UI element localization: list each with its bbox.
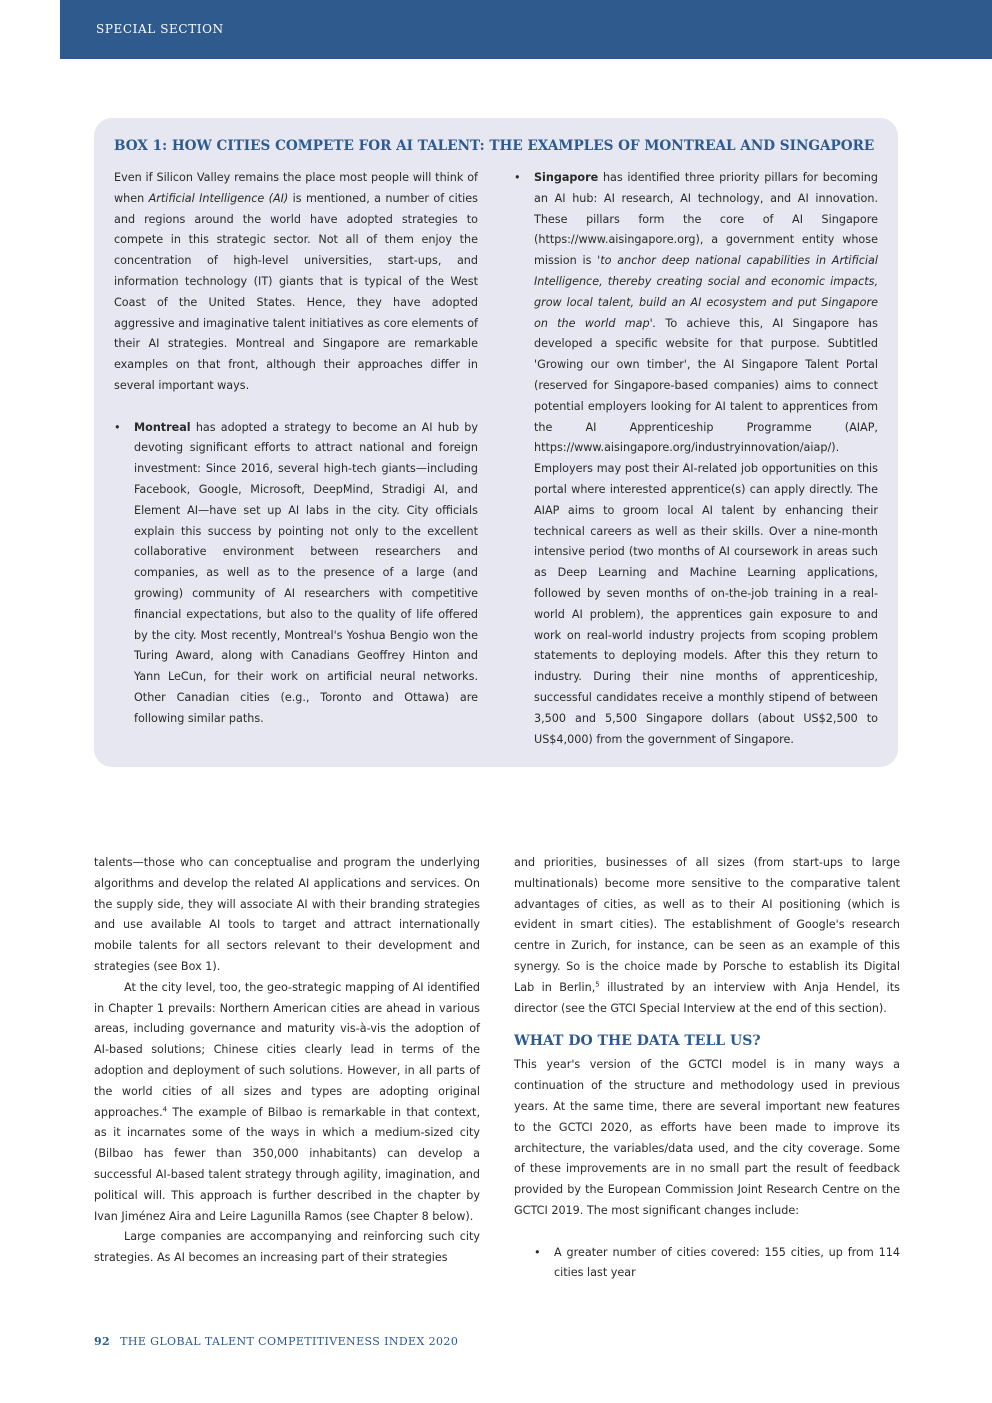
body-paragraph: talents—those who can conceptualise and program the underlying algorithms and develop the related AI applications and services. On the supply side, they will associate AI with their branding strategies and use available AI tools to target and attract internationally mobile talents for all sectors relevant to their development and strategies (see Box 1). <box>94 856 480 973</box>
body-paragraph: Large companies are accompanying and reinforcing such city strategies. As AI becomes an increasing part of their strategies <box>94 1230 480 1265</box>
montreal-bullet: • Montreal has adopted a strategy to become an AI hub by devoting significant efforts to attract national and foreign investment: Since 2016, several high-tech giants—including Facebook, Google, Microsoft, DeepMind, Stradigi AI, and Element AI—have set up AI labs in the city. City officials explain this success by pointing not only to the excellent collaborative environment between researchers and companies, as well as to the presence of a large (and growing) community of AI researchers with competitive financial expectations, but also to the quality of life offered by the city. Most recently, Montreal's Yoshua Bengio won the Turing Award, along with Canadians Geoffrey Hinton and Yann LeCun, for their work on artificial neural networks. Other Canadian cities (e.g., Toronto and Ottawa) are following similar paths. <box>114 418 478 730</box>
page-footer <box>94 1335 458 1348</box>
body-paragraph: and priorities, businesses of all sizes (from start-ups to large multinationals) become more sensitive to the comparative talent advantages of cities, as well as to their AI positioning (which is evident in smart cities). The establishment of Google's research centre in Zurich, for instance, can be seen as an example of this synergy. So is the choice made by Porsche to establish its Digital Lab in Berlin,$^5$ illustrated by an interview with Anja Hendel, its director (see the GTCI Special Interview at the end of this section). <box>514 856 900 1015</box>
footnote-ref: 5 <box>595 980 600 989</box>
box-left-column <box>114 168 478 730</box>
box-1-panel <box>94 118 898 767</box>
body-paragraph: At the city level, too, the geo-strategic mapping of AI identified in Chapter 1 prevails: Northern American cities are ahead in various areas, including governance and maturity vis-à-vis the adoption of AI-based solutions; Chinese cities clearly lead in terms of the adoption and deployment of such solutions. However, in all parts of the world cities of all sizes and types are adopting original approaches.$^4$ The example of Bilbao is remarkable in that context, as it incarnates some of the ways in which a medium-sized city (Bilbao has fewer than 350,000 inhabitants) can develop a successful AI-based talent strategy through agility, imagination, and political will. This approach is further described in the chapter by Ivan Jiménez Aira and Leire Lagunilla Ramos (see Chapter 8 below). <box>94 980 480 1223</box>
singapore-name: Singapore <box>534 171 599 184</box>
header-band <box>60 0 992 59</box>
section-heading: WHAT DO THE DATA TELL US? <box>514 1033 761 1050</box>
footnote-ref: 4 <box>162 1104 168 1113</box>
section-label: SPECIAL SECTION <box>96 22 224 36</box>
montreal-name: Montreal <box>134 420 191 434</box>
box-right-column <box>514 168 878 750</box>
body-paragraph: This year's version of the GCTCI model is in many ways a continuation of the structure and methodology used in previous years. At the same time, there are several important new features to the GCTCI 2020, as efforts have been made to improve its architecture, the variables/data used, and the city coverage. Some of these improvements are in no small part the result of feedback provided by the European Commission Joint Research Centre on the GCTCI 2019. The most significant changes include: <box>514 1058 900 1217</box>
main-right-column <box>514 853 900 1284</box>
page-number: 92 <box>94 1335 111 1348</box>
list-item: • A greater number of cities covered: 155 cities, up from 114 cities last year <box>534 1243 900 1285</box>
box-intro-paragraph: Even if Silicon Valley remains the place most people will think of when Artificial Intelligence (AI) is mentioned, a number of cities and regions around the world have adopted strategies to compete in this strategic sector. Not all of them enjoy the concentration of high-level universities, start-ups, and information technology (IT) giants that is typical of the West Coast of the United States. Hence, they have adopted aggressive and imaginative talent initiatives as core elements of their AI strategies. Montreal and Singapore are remarkable examples on that front, although their approaches differ in several important ways. <box>114 171 478 392</box>
singapore-bullet: • Singapore has identified three priority pillars for becoming an AI hub: AI research, AI technology, and AI innovation. These pillars form the core of AI Singapore (https://www.aisingapore.org), a government entity whose mission is 'to anchor deep national capabilities in Artificial Intelligence, thereby creating social and economic impacts, grow local talent, build an AI ecosystem and put Singapore on the world map'. To achieve this, AI Singapore has developed a specific website for that purpose. Subtitled 'Growing our own timber', the AI Singapore Talent Portal (reserved for Singapore-based companies) aims to connect potential employers looking for AI talent to apprentices from the AI Apprenticeship Programme (AIAP, https://www.aisingapore.org/industryinnovation/aiap/). Employers may post their AI-related job opportunities on this portal where interested apprentice(s) can apply directly. The AIAP aims to groom local AI talent by enhancing their technical careers as well as their skills. Over a nine-month intensive period (two months of AI coursework in areas such as Deep Learning and Machine Learning applications, followed by seven months of on-the-job training in a real-world AI problem), the apprentices gain exposure to and work on real-world industry projects from scoping problem statements to deploying models. After this they return to industry. During their nine months of apprenticeship, successful candidates receive a monthly stipend of between 3,500 and 5,500 Singapore dollars (about US$2,500 to US$4,000) from the government of Singapore. <box>514 168 878 750</box>
publication-title: THE GLOBAL TALENT COMPETITIVENESS INDEX 2020 <box>120 1335 459 1348</box>
box-title: BOX 1: HOW CITIES COMPETE FOR AI TALENT: THE EXAMPLES OF MONTREAL AND SINGAPORE <box>114 138 875 154</box>
main-left-column <box>94 853 480 1269</box>
